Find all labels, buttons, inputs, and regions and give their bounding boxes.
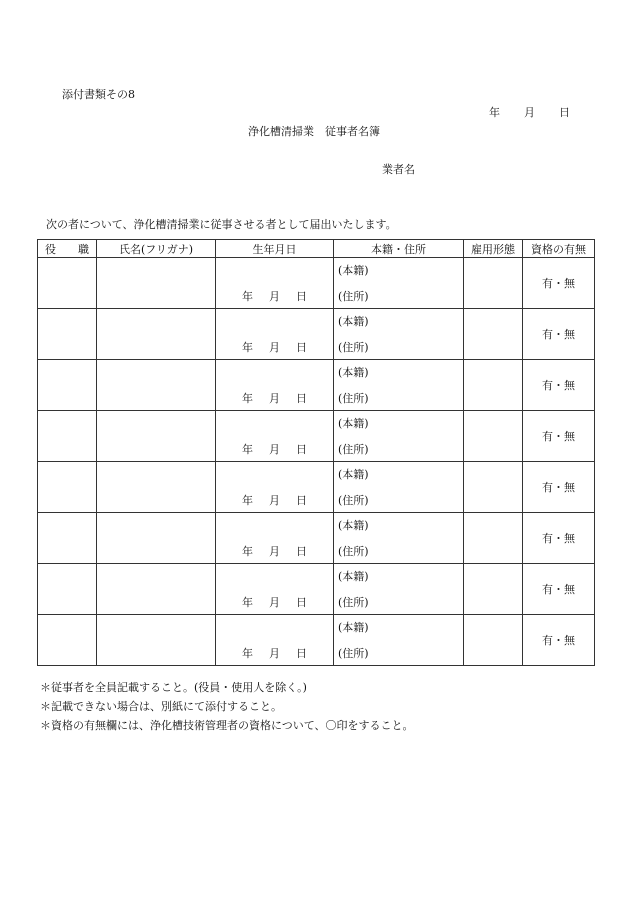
- name-cell[interactable]: [97, 462, 216, 513]
- birth-day-label: 日: [296, 290, 307, 303]
- employment-type-cell[interactable]: [464, 615, 523, 666]
- qualification-label: 有・無: [542, 328, 575, 341]
- header-birthdate: 生年月日: [216, 240, 334, 258]
- table-row: [38, 564, 595, 615]
- qualification-options: [523, 462, 594, 512]
- qualification-options: [523, 309, 594, 359]
- honseki-label: (本籍): [338, 621, 369, 634]
- address-cell[interactable]: [334, 411, 464, 462]
- honseki-label: (本籍): [338, 264, 369, 277]
- birth-month-label: 月: [269, 443, 280, 456]
- birth-month-label: 月: [269, 545, 280, 558]
- qualification-options: [523, 513, 594, 563]
- birthdate-cell[interactable]: [216, 513, 334, 564]
- position-cell[interactable]: [38, 513, 97, 564]
- address-cell[interactable]: [334, 615, 464, 666]
- employment-type-cell[interactable]: [464, 411, 523, 462]
- employment-type-cell[interactable]: [464, 309, 523, 360]
- table-row: [38, 462, 595, 513]
- jusho-label: (住所): [338, 392, 369, 405]
- table-row: [38, 258, 595, 309]
- birthdate-cell[interactable]: [216, 309, 334, 360]
- qualification-cell[interactable]: [523, 360, 595, 411]
- name-cell[interactable]: [97, 615, 216, 666]
- birth-day-label: 日: [296, 494, 307, 507]
- employee-roster-table: [37, 239, 595, 666]
- birth-day-label: 日: [296, 392, 307, 405]
- header-domicile-address: 本籍・住所: [334, 240, 464, 258]
- jusho-label: (住所): [338, 443, 369, 456]
- header-employment-type: 雇用形態: [464, 240, 523, 258]
- birth-month-label: 月: [269, 647, 280, 660]
- note-attach-separate-sheet: ＊記載できない場合は、別紙にて添付すること。: [40, 700, 282, 713]
- jusho-label: (住所): [338, 341, 369, 354]
- employment-type-cell[interactable]: [464, 258, 523, 309]
- honseki-label: (本籍): [338, 366, 369, 379]
- birth-year-label: 年: [242, 392, 253, 405]
- birth-day-label: 日: [296, 647, 307, 660]
- qualification-label: 有・無: [542, 379, 575, 392]
- qualification-cell[interactable]: [523, 615, 595, 666]
- birthdate-fields: [216, 645, 333, 661]
- birth-year-label: 年: [242, 545, 253, 558]
- table-row: [38, 615, 595, 666]
- birth-day-label: 日: [296, 341, 307, 354]
- birthdate-cell[interactable]: [216, 564, 334, 615]
- honseki-label: (本籍): [338, 570, 369, 583]
- name-cell[interactable]: [97, 411, 216, 462]
- honseki-label: (本籍): [338, 417, 369, 430]
- position-cell[interactable]: [38, 258, 97, 309]
- name-cell[interactable]: [97, 309, 216, 360]
- name-cell[interactable]: [97, 360, 216, 411]
- table-header-row: [38, 240, 595, 258]
- employment-type-cell[interactable]: [464, 462, 523, 513]
- position-cell[interactable]: [38, 462, 97, 513]
- birth-month-label: 月: [269, 290, 280, 303]
- birth-month-label: 月: [269, 596, 280, 609]
- birth-day-label: 日: [296, 545, 307, 558]
- birth-day-label: 日: [296, 443, 307, 456]
- birthdate-cell[interactable]: [216, 462, 334, 513]
- intro-text: 次の者について、浄化槽清掃業に従事させる者として届出いたします。: [46, 218, 397, 231]
- qualification-label: 有・無: [542, 634, 575, 647]
- attachment-label: 添付書類その8: [62, 88, 135, 101]
- qualification-label: 有・無: [542, 277, 575, 290]
- name-cell[interactable]: [97, 513, 216, 564]
- birth-year-label: 年: [242, 494, 253, 507]
- birth-year-label: 年: [242, 341, 253, 354]
- qualification-cell[interactable]: [523, 462, 595, 513]
- date-line: [489, 104, 570, 120]
- company-name-label: 業者名: [382, 163, 415, 176]
- qualification-cell[interactable]: [523, 513, 595, 564]
- birth-year-label: 年: [242, 443, 253, 456]
- note-qualification-mark: ＊資格の有無欄には、浄化槽技術管理者の資格について、〇印をすること。: [40, 719, 414, 732]
- note-list-all-employees: ＊従事者を全員記載すること。(役員・使用人を除く。): [40, 681, 307, 694]
- employment-type-cell[interactable]: [464, 513, 523, 564]
- birthdate-cell[interactable]: [216, 615, 334, 666]
- birthdate-cell[interactable]: [216, 360, 334, 411]
- date-month: 月: [524, 106, 535, 119]
- qualification-label: 有・無: [542, 430, 575, 443]
- name-cell[interactable]: [97, 564, 216, 615]
- qualification-options: [523, 258, 594, 308]
- header-name: 氏名(フリガナ): [97, 240, 216, 258]
- jusho-label: (住所): [338, 545, 369, 558]
- birthdate-cell[interactable]: [216, 258, 334, 309]
- date-year: 年: [489, 106, 500, 119]
- birth-year-label: 年: [242, 647, 253, 660]
- address-cell[interactable]: [334, 462, 464, 513]
- birthdate-fields: [216, 543, 333, 559]
- qualification-options: [523, 564, 594, 614]
- jusho-label: (住所): [338, 290, 369, 303]
- birthdate-cell[interactable]: [216, 411, 334, 462]
- qualification-label: 有・無: [542, 583, 575, 596]
- position-cell[interactable]: [38, 360, 97, 411]
- address-cell[interactable]: [334, 258, 464, 309]
- birthdate-fields: [216, 441, 333, 457]
- qualification-options: [523, 411, 594, 461]
- qualification-label: 有・無: [542, 481, 575, 494]
- birthdate-fields: [216, 594, 333, 610]
- position-cell[interactable]: [38, 309, 97, 360]
- birthdate-fields: [216, 288, 333, 304]
- header-position: 役 職: [38, 240, 97, 258]
- birth-day-label: 日: [296, 596, 307, 609]
- table-row: [38, 411, 595, 462]
- table-row: [38, 360, 595, 411]
- address-cell[interactable]: [334, 513, 464, 564]
- honseki-label: (本籍): [338, 315, 369, 328]
- name-cell[interactable]: [97, 258, 216, 309]
- position-cell[interactable]: [38, 615, 97, 666]
- employment-type-cell[interactable]: [464, 564, 523, 615]
- address-cell[interactable]: [334, 564, 464, 615]
- honseki-label: (本籍): [338, 519, 369, 532]
- position-cell[interactable]: [38, 564, 97, 615]
- birthdate-fields: [216, 390, 333, 406]
- birthdate-fields: [216, 492, 333, 508]
- birthdate-fields: [216, 339, 333, 355]
- header-qualification: 資格の有無: [523, 240, 595, 258]
- jusho-label: (住所): [338, 596, 369, 609]
- qualification-label: 有・無: [542, 532, 575, 545]
- table-row: [38, 309, 595, 360]
- birth-month-label: 月: [269, 494, 280, 507]
- date-day: 日: [559, 106, 570, 119]
- qualification-cell[interactable]: [523, 258, 595, 309]
- honseki-label: (本籍): [338, 468, 369, 481]
- address-cell[interactable]: [334, 360, 464, 411]
- qualification-cell[interactable]: [523, 564, 595, 615]
- qualification-options: [523, 615, 594, 665]
- qualification-options: [523, 360, 594, 410]
- birth-year-label: 年: [242, 290, 253, 303]
- birth-month-label: 月: [269, 341, 280, 354]
- qualification-cell[interactable]: [523, 411, 595, 462]
- jusho-label: (住所): [338, 647, 369, 660]
- page-title: 浄化槽清掃業 従事者名簿: [248, 125, 380, 138]
- birth-year-label: 年: [242, 596, 253, 609]
- position-cell[interactable]: [38, 411, 97, 462]
- jusho-label: (住所): [338, 494, 369, 507]
- qualification-cell[interactable]: [523, 309, 595, 360]
- address-cell[interactable]: [334, 309, 464, 360]
- table-row: [38, 513, 595, 564]
- birth-month-label: 月: [269, 392, 280, 405]
- employment-type-cell[interactable]: [464, 360, 523, 411]
